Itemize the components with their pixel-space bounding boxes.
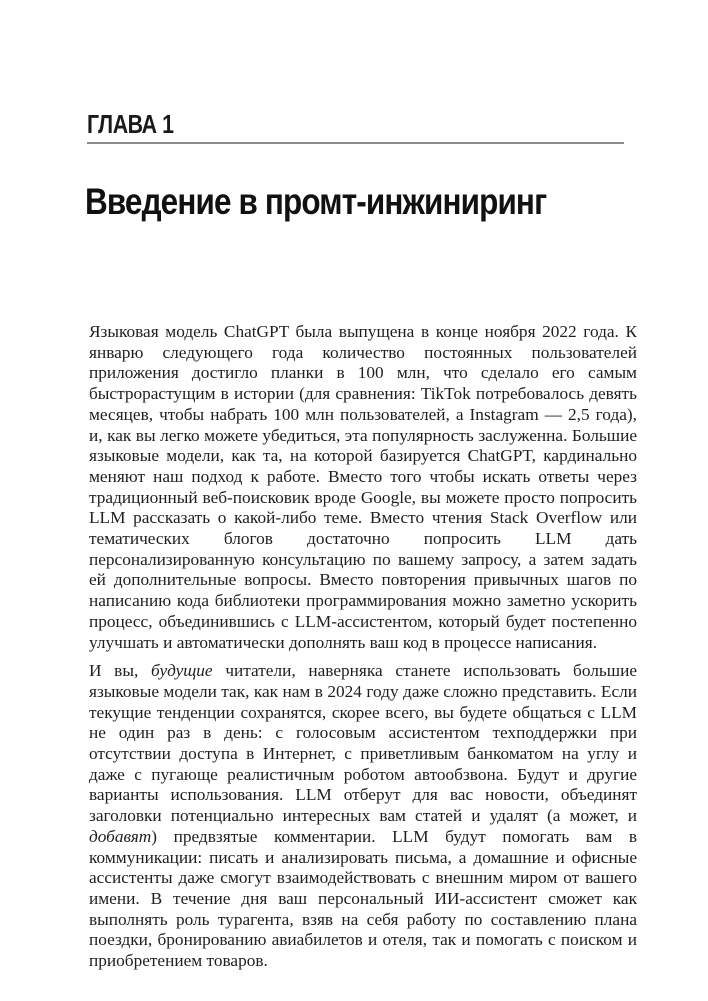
text-run: Языковая модель ChatGPT была выпущена в конце ноября 2022 года. К январю следующего года количество постоянных пользователей приложения достигло планки в 100 млн, что сделало его самым быстрорастущим в истории (для сравнения: TikTok потребовалось девять месяцев, чтобы набрать 100 млн пользователей, а Instagram — 2,5 года), и, как вы легко можете убедиться, эта популярность заслуженна. Большие языковые модели, как та, на которой базируется ChatGPT, кардинально меняют наш подход к работе. Вместо того чтобы искать ответы через традиционный веб-поисковик вроде Google, вы можете просто попросить LLM рассказать о какой-либо теме. Вместо чтения Stack Overflow или тематических блогов достаточно попросить LLM дать персонализированную консультацию по вашему запросу, а затем задать ей дополнительные вопросы. Вместо повторения привычных шагов по написанию кода библиотеки программирования можно заметно ускорить процесс, объединившись с LLM-ассистентом, который будет постепенно улучшать и автоматически дополнять ваш код в процессе написания. xyxy=(89,322,637,652)
chapter-title: Введение в промт-инжиниринг xyxy=(85,180,547,222)
text-run: читатели, наверняка станете использовать большие языковые модели так, как нам в 2024 году даже сложно представить. Если текущие тенденции сохранятся, скорее всего, вы будете общаться с LLM не один раз в день: с голосовым ассистентом техподдержки при отсутствии доступа в Интернет, с приветливым банкоматом на углу и даже с пугающе реалистичным роботом автообзвона. Будут и другие варианты использования. LLM отберут для вас новости, объединят заголовки потенциально интересных вам статей и удалят (а может, и xyxy=(89,661,637,826)
paragraph xyxy=(89,322,637,653)
chapter-divider xyxy=(87,142,624,144)
text-run: И вы, xyxy=(89,661,151,681)
text-run: ) предвзятые комментарии. LLM будут помогать вам в коммуникации: писать и анализировать письма, а домашние и офисные ассистенты даже смогут взаимодействовать с внешним миром от вашего имени. В течение дня ваш персональный ИИ-ассистент сможет как выполнять роль турагента, взяв на себя работу по составлению плана поездки, бронированию авиабилетов и отеля, так и помогать с поиском и приобретением товаров. xyxy=(89,826,637,971)
italic-text-run: добавят xyxy=(89,826,152,846)
body-text xyxy=(89,322,637,972)
paragraph xyxy=(89,661,637,972)
italic-text-run: будущие xyxy=(150,661,213,681)
chapter-label: ГЛАВА 1 xyxy=(87,109,174,139)
